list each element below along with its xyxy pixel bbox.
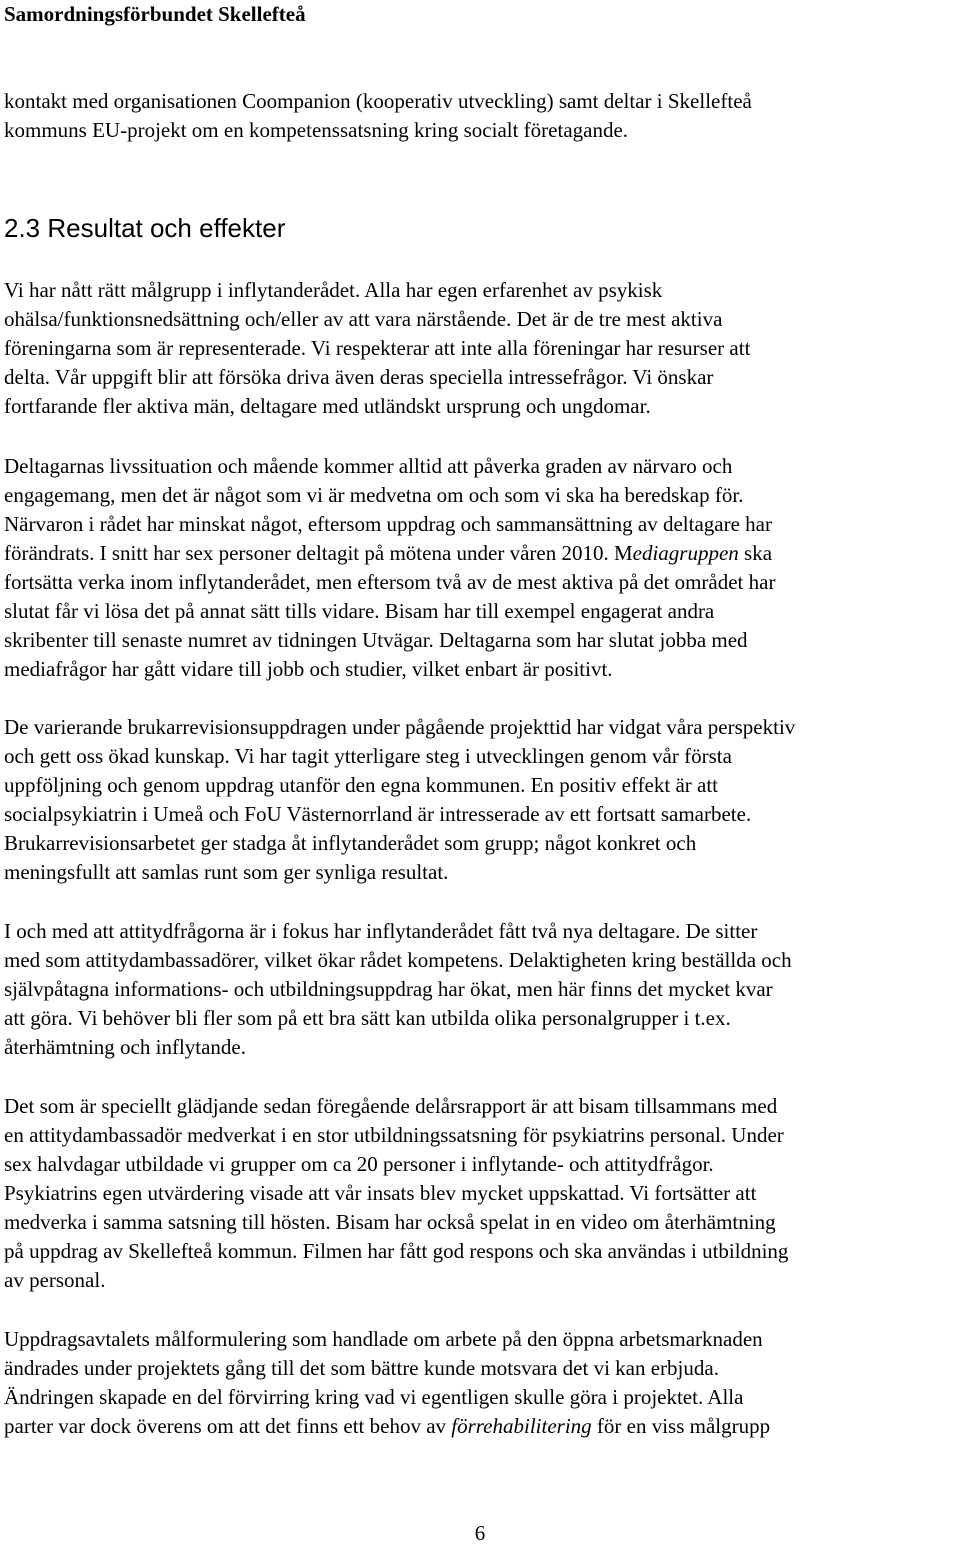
- text-line: en attitydambassadör medverkat i en stor utbildningssatsning för psykiatrins personal. Under: [4, 1123, 784, 1147]
- paragraph-3: [4, 713, 956, 887]
- text-line: kontakt med organisationen Coompanion (kooperativ utveckling) samt deltar i Skellefteå: [4, 89, 752, 113]
- text-line: självpåtagna informations- och utbildningsuppdrag har ökat, men här finns det mycket kvar: [4, 977, 773, 1001]
- text-line: Närvaron i rådet har minskat något, eftersom uppdrag och sammansättning av deltagare har: [4, 512, 772, 536]
- text-line: [4, 1412, 956, 1441]
- text-line: fortsätta verka inom inflytanderådet, men eftersom två av de mest aktiva på det området har: [4, 570, 776, 594]
- text-span: ska: [738, 541, 773, 565]
- text-line: med som attitydambassadörer, vilket ökar rådet kompetens. Delaktigheten kring beställda och: [4, 948, 792, 972]
- text-line: och gett oss ökad kunskap. Vi har tagit ytterligare steg i utvecklingen genom vår första: [4, 744, 732, 768]
- paragraph-2: [4, 452, 956, 684]
- text-line: ändrades under projektets gång till det som bättre kunde motsvara det vi kan erbjuda.: [4, 1356, 719, 1380]
- text-line: Brukarrevisionsarbetet ger stadga åt inflytanderådet som grupp; något konkret och: [4, 831, 697, 855]
- italic-term: förrehabilitering: [451, 1414, 592, 1438]
- text-line: De varierande brukarrevisionsuppdragen under pågående projekttid har vidgat våra perspektiv: [4, 715, 796, 739]
- text-line: socialpsykiatrin i Umeå och FoU Västernorrland är intresserade av ett fortsatt samarbete.: [4, 802, 752, 826]
- text-line: uppföljning och genom uppdrag utanför den egna kommunen. En positiv effekt är att: [4, 773, 719, 797]
- text-line: sex halvdagar utbildade vi grupper om ca 20 personer i inflytande- och attitydfrågor.: [4, 1152, 714, 1176]
- text-line: engagemang, men det är något som vi är medvetna om och som vi ska ha beredskap för.: [4, 483, 744, 507]
- text-line: föreningarna som är representerade. Vi respekterar att inte alla föreningar har resurser att: [4, 336, 751, 360]
- text-line: medverka i samma satsning till hösten. Bisam har också spelat in en video om återhämtning: [4, 1210, 776, 1234]
- section-heading: 2.3 Resultat och effekter: [4, 213, 286, 243]
- text-line: skribenter till senaste numret av tidningen Utvägar. Deltagarna som har slutat jobba med: [4, 628, 748, 652]
- paragraph-5: [4, 1092, 956, 1295]
- text-line: [4, 539, 956, 568]
- text-line: mediafrågor har gått vidare till jobb och studier, vilket enbart är positivt.: [4, 657, 613, 681]
- text-line: Vi har nått rätt målgrupp i inflytanderådet. Alla har egen erfarenhet av psykisk: [4, 278, 663, 302]
- text-line: Uppdragsavtalets målformulering som handlade om arbete på den öppna arbetsmarknaden: [4, 1327, 763, 1351]
- page-number: 6: [474, 1521, 486, 1545]
- text-line: Psykiatrins egen utvärdering visade att vår insats blev mycket uppskattad. Vi fortsätter att: [4, 1181, 757, 1205]
- text-span: för en viss målgrupp: [591, 1414, 771, 1438]
- italic-term: ediagruppen: [632, 541, 739, 565]
- text-line: på uppdrag av Skellefteå kommun. Filmen har fått god respons och ska användas i utbildning: [4, 1239, 789, 1263]
- text-span: parter var dock överens om att det finns ett behov av: [4, 1414, 452, 1438]
- text-line: återhämtning och inflytande.: [4, 1035, 247, 1059]
- text-line: ohälsa/funktionsnedsättning och/eller av att vara närstående. Det är de tre mest aktiva: [4, 307, 723, 331]
- intro-paragraph: [4, 87, 956, 145]
- document-header: Samordningsförbundet Skellefteå: [4, 2, 306, 26]
- text-line: meningsfullt att samlas runt som ger synliga resultat.: [4, 860, 449, 884]
- text-line: slutat får vi lösa det på annat sätt tills vidare. Bisam har till exempel engagerat andra: [4, 599, 715, 623]
- text-line: Det som är speciellt glädjande sedan föregående delårsrapport är att bisam tillsammans med: [4, 1094, 778, 1118]
- paragraph-4: [4, 917, 956, 1062]
- text-line: kommuns EU-projekt om en kompetenssatsning kring socialt företagande.: [4, 118, 629, 142]
- paragraph-6: [4, 1325, 956, 1441]
- text-line: Deltagarnas livssituation och mående kommer alltid att påverka graden av närvaro och: [4, 454, 733, 478]
- text-line: Ändringen skapade en del förvirring kring vad vi egentligen skulle göra i projektet. Alla: [4, 1385, 744, 1409]
- text-line: fortfarande fler aktiva män, deltagare med utländskt ursprung och ungdomar.: [4, 394, 651, 418]
- text-line: I och med att attitydfrågorna är i fokus har inflytanderådet fått två nya deltagare. De sitter: [4, 919, 758, 943]
- text-line: att göra. Vi behöver bli fler som på ett bra sätt kan utbilda olika personalgrupper i t.ex.: [4, 1006, 731, 1030]
- text-line: delta. Vår uppgift blir att försöka driva även deras speciella intressefrågor. Vi önskar: [4, 365, 714, 389]
- text-line: av personal.: [4, 1268, 106, 1292]
- paragraph-1: [4, 276, 956, 421]
- text-span: förändrats. I snitt har sex personer deltagit på mötena under våren 2010. M: [4, 541, 633, 565]
